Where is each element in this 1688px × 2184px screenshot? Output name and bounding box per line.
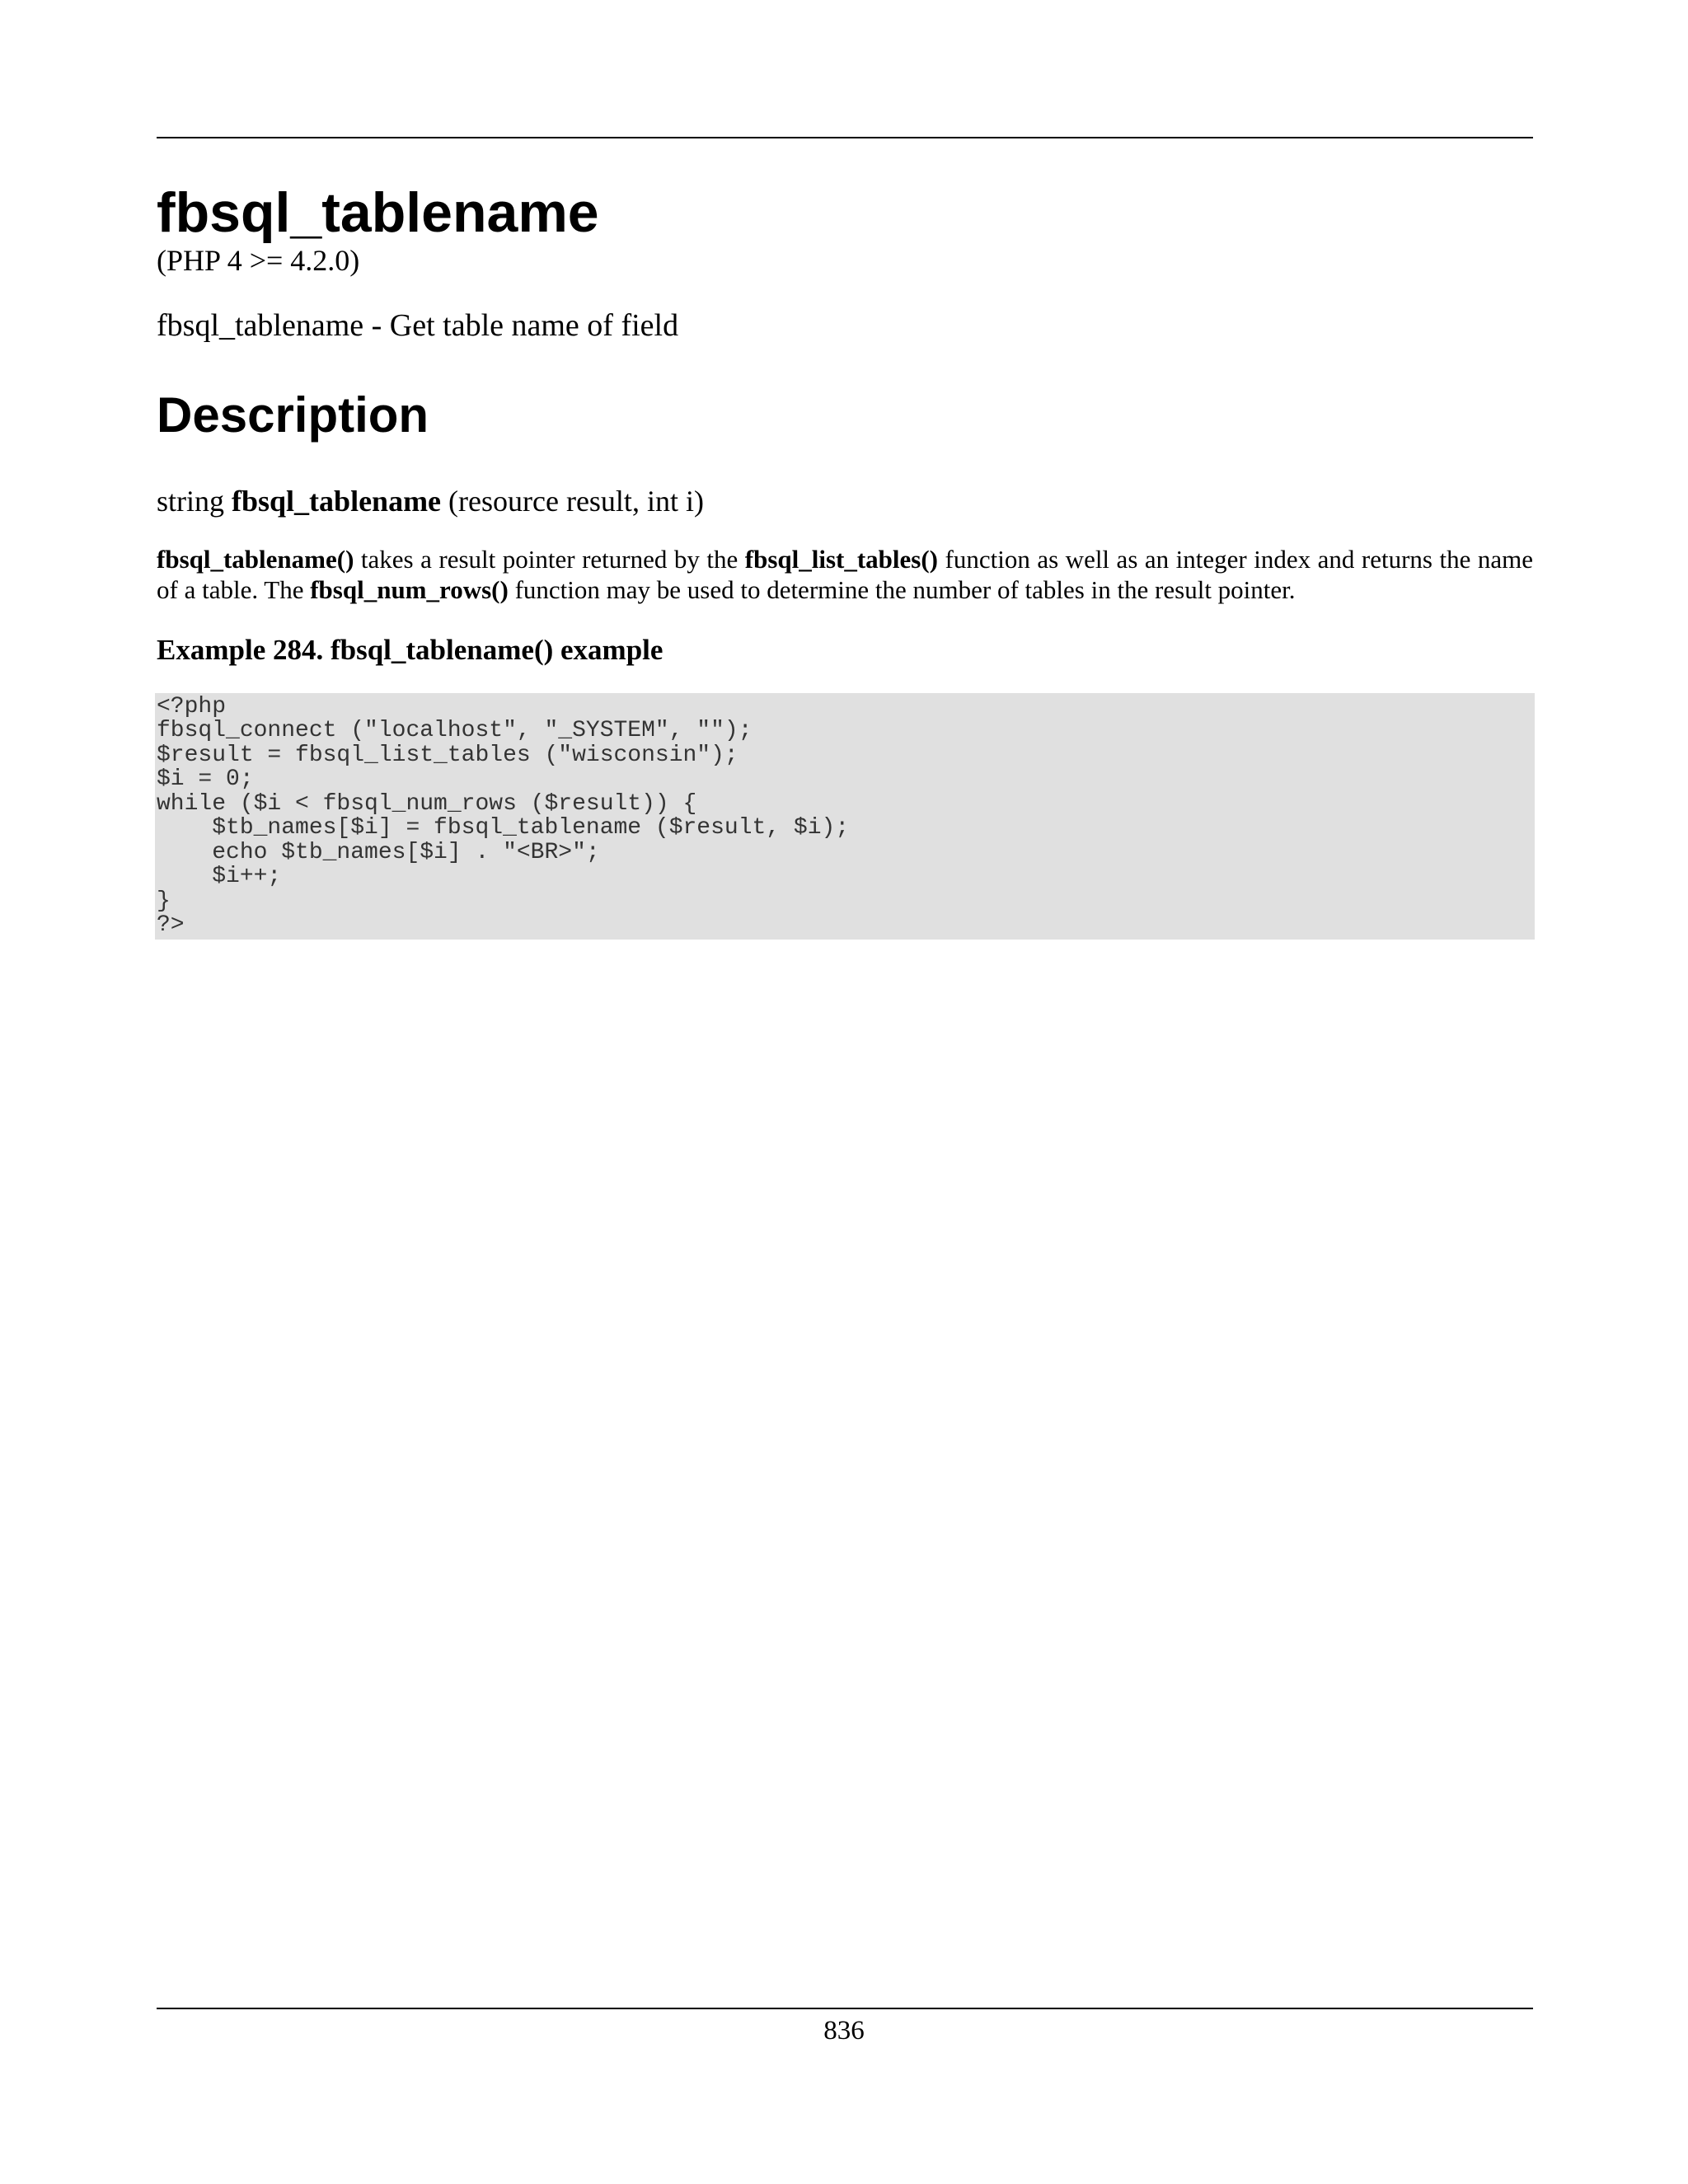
synopsis-return-type: string	[157, 484, 232, 518]
page-title: fbsql_tablename	[157, 181, 599, 244]
synopsis-params: (resource result, int i)	[441, 484, 704, 518]
paragraph-text-1: takes a result pointer returned by the	[354, 545, 745, 574]
function-ref-list-tables: fbsql_list_tables()	[744, 545, 939, 574]
synopsis-function-name: fbsql_tablename	[232, 484, 442, 518]
paragraph-text-2: function as well as an integer index and returns the name of a table. The	[157, 545, 1533, 605]
version-info: (PHP 4 >= 4.2.0)	[157, 244, 360, 278]
page-content	[157, 183, 1533, 940]
page-number: 836	[823, 2016, 865, 2046]
function-ref-tablename: fbsql_tablename()	[157, 545, 354, 574]
function-ref-num-rows: fbsql_num_rows()	[310, 575, 509, 605]
example-title: Example 284. fbsql_tablename() example	[157, 634, 663, 667]
function-purpose: fbsql_tablename - Get table name of field	[157, 308, 679, 344]
code-example: <?php fbsql_connect ("localhost", "_SYSTEM", ""); $result = fbsql_list_tables ("wisconsin"); $i = 0; while ($i < fbsql_num_rows ($result)) { $tb_names[$i] = fbsql_tablename ($result, $i); echo $tb_names[$i] . "<BR>"; $i++; } ?>	[155, 693, 1535, 940]
paragraph-text-3: function may be used to determine the number of tables in the result pointer.	[508, 575, 1296, 605]
function-synopsis	[157, 485, 1533, 518]
header-rule	[157, 137, 1533, 138]
description-heading: Description	[157, 387, 429, 443]
description-paragraph	[157, 544, 1533, 605]
footer-rule	[157, 2008, 1533, 2009]
